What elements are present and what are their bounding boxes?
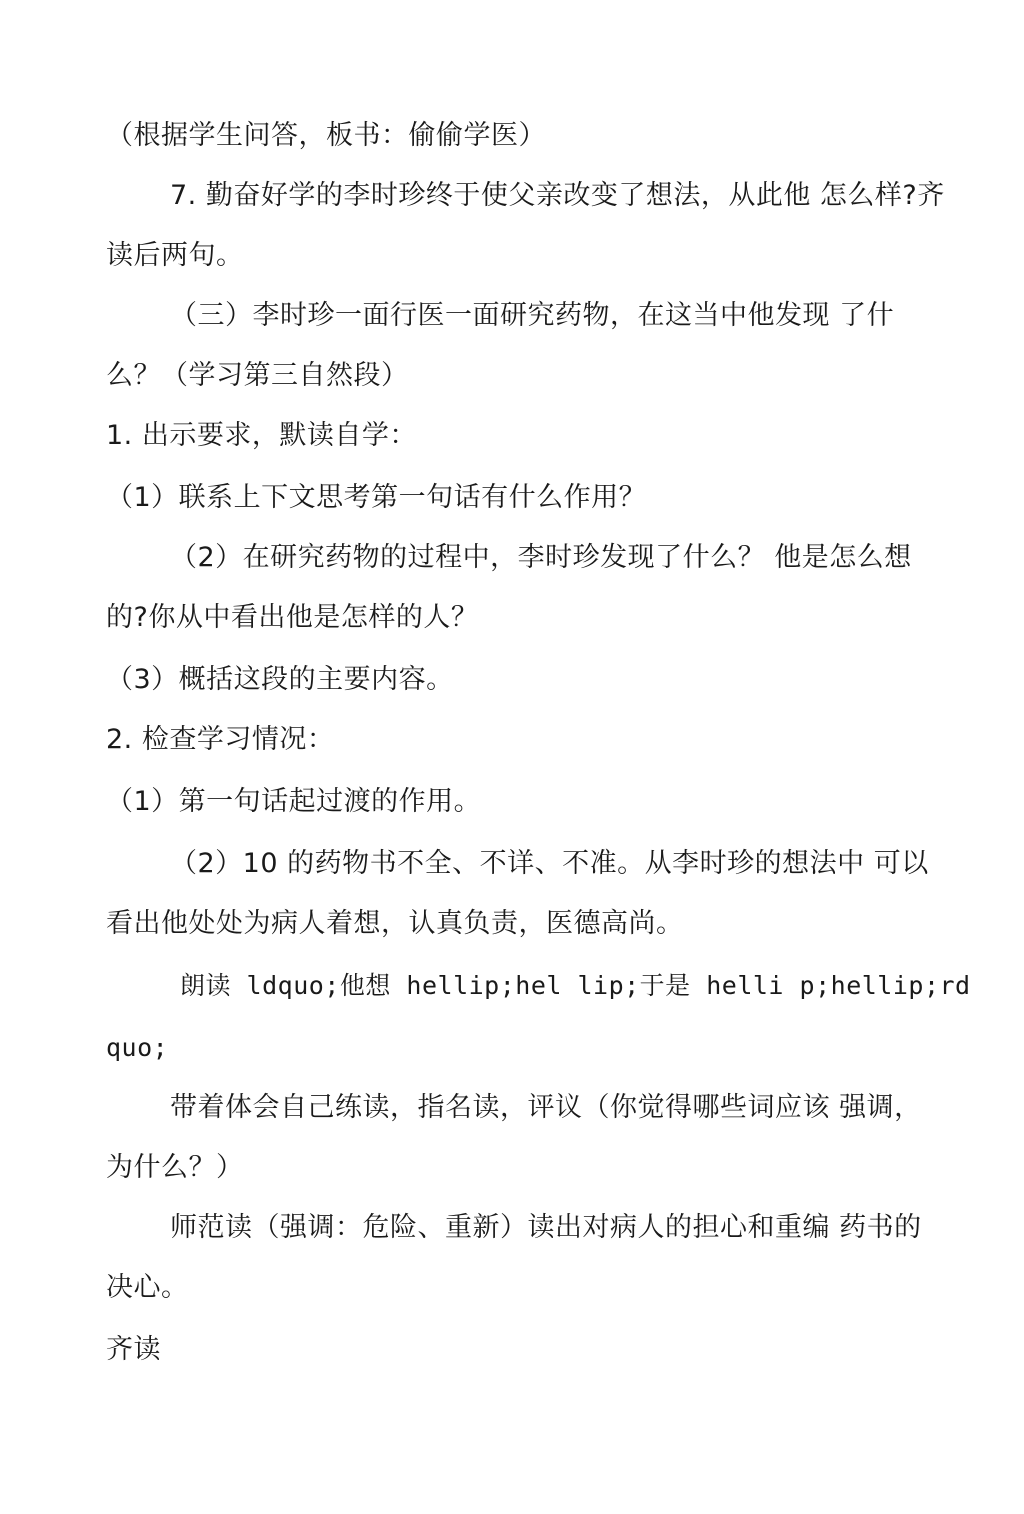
text-line: quo;: [106, 1033, 169, 1062]
text-line: （3）概括这段的主要内容。: [106, 664, 454, 695]
text-line: 1. 出示要求，默读自学：: [106, 420, 417, 451]
text-line: 师范读（强调：危险、重新）读出对病人的担心和重编 药书的: [170, 1212, 922, 1243]
text-line: 朗读 ldquo;他想 hellip;hel lip;于是 helli p;hellip;rd: [180, 971, 971, 1000]
text-line: （1）第一句话起过渡的作用。: [106, 786, 482, 817]
text-line: 7. 勤奋好学的李时珍终于使父亲改变了想法，从此他 怎么样?齐: [170, 180, 945, 211]
text-line: （1）联系上下文思考第一句话有什么作用？: [106, 482, 647, 513]
text-line: 读后两句。: [106, 240, 244, 271]
text-line: 为什么？）: [106, 1152, 244, 1183]
text-line: （三）李时珍一面行医一面研究药物，在这当中他发现 了什: [170, 300, 895, 331]
text-line: （2）10 的药物书不全、不详、不准。从李时珍的想法中 可以: [170, 848, 929, 879]
text-line: 2. 检查学习情况：: [106, 724, 335, 755]
text-line: （根据学生问答，板书：偷偷学医）: [106, 120, 546, 151]
text-line: 的?你从中看出他是怎样的人？: [106, 602, 479, 633]
text-line: 带着体会自己练读，指名读，评议（你觉得哪些词应该 强调，: [170, 1092, 922, 1123]
text-line: 看出他处处为病人着想，认真负责，医德高尚。: [106, 908, 684, 939]
text-line: （2）在研究药物的过程中，李时珍发现了什么？ 他是怎么想: [170, 542, 912, 573]
text-line: 么？（学习第三自然段）: [106, 360, 409, 391]
text-line: 决心。: [106, 1272, 189, 1303]
text-line: 齐读: [106, 1334, 161, 1365]
